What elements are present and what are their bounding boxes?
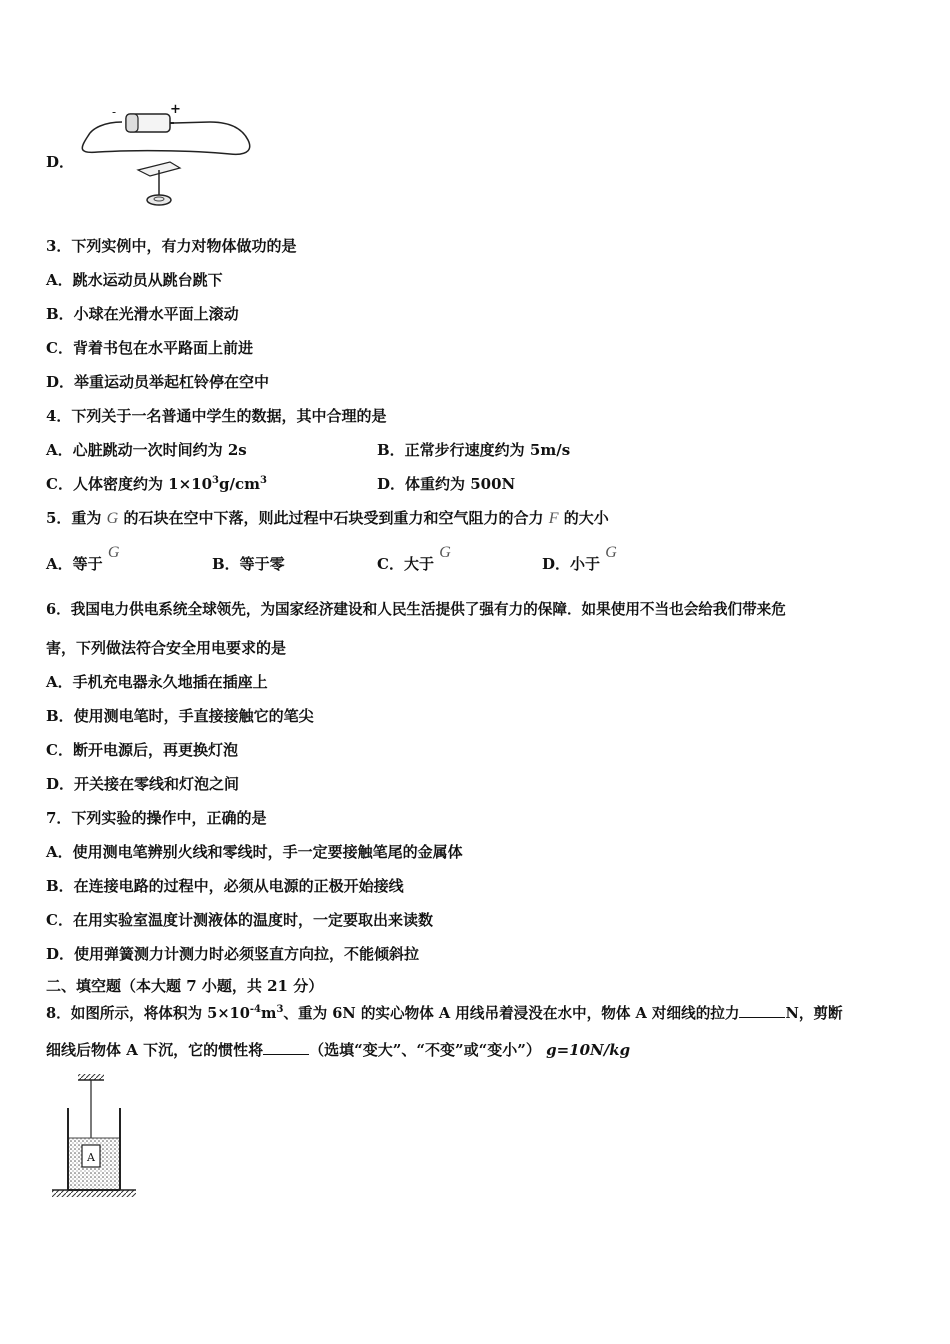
battery-plus-sign: +	[170, 102, 181, 117]
q7-option-b: B．在连接电路的过程中，必须从电源的正极开始接线	[46, 877, 404, 895]
beaker-figure	[46, 1068, 156, 1208]
q5-option-c: C．大于 G	[377, 544, 451, 573]
q6-stem-line1: 6．我国电力供电系统全球领先，为国家经济建设和人民生活提供了强有力的保障．如果使用不当也会给我们带来危	[46, 601, 786, 618]
q3-option-c: C．背着书包在水平路面上前进	[46, 339, 253, 357]
q4-option-c: C．人体密度约为 $1\times 10^3g/cm^3$	[46, 475, 267, 493]
q7-option-c: C．在用实验室温度计测液体的温度时，一定要取出来读数	[46, 911, 433, 929]
q5-option-d: D．小于 G	[542, 544, 617, 573]
q8-line2: 细线后物体 A 下沉，它的惯性将 （选填“变大”、“不变”或“变小”） g=10N/kg	[46, 1041, 631, 1059]
q4-option-a: A．心脏跳动一次时间约为 2s	[46, 441, 247, 459]
object-a-label: A	[87, 1151, 95, 1164]
q4-stem: 4．下列关于一名普通中学生的数据，其中合理的是	[46, 407, 387, 425]
battery-minus-sign: -	[112, 105, 117, 119]
q7-option-a: A．使用测电笔辨别火线和零线时，手一定要接触笔尾的金属体	[46, 843, 463, 861]
q4-option-b: B．正常步行速度约为 5m/s	[377, 441, 571, 459]
q5-option-b: B．等于零	[212, 555, 285, 573]
q8-blank-1[interactable]	[739, 1003, 785, 1018]
q6-option-d: D．开关接在零线和灯泡之间	[46, 775, 240, 793]
q3-option-a: A．跳水运动员从跳台跳下	[46, 271, 223, 289]
figure-d-label: D．	[46, 153, 75, 171]
q8-line1: 8．如图所示，将体积为 $5\times 10^{-4}m^3$、重为 6N 的实心物体 A 用线吊着浸没在水中，物体 A 对细线的拉力 N，剪断	[46, 1004, 843, 1022]
q6-option-a: A．手机充电器永久地插在插座上	[46, 673, 268, 691]
q3-stem: 3．下列实例中，有力对物体做功的是	[46, 237, 297, 255]
q3-option-d: D．举重运动员举起杠铃停在空中	[46, 373, 270, 391]
q7-stem: 7．下列实验的操作中，正确的是	[46, 809, 267, 827]
q8-blank-2[interactable]	[263, 1040, 309, 1055]
q6-option-b: B．使用测电笔时，手直接接触它的笔尖	[46, 707, 314, 725]
q7-option-d: D．使用弹簧测力计测力时必须竖直方向拉，不能倾斜拉	[46, 945, 420, 963]
q5-option-a: A．等于 G	[46, 544, 120, 573]
q6-option-c: C．断开电源后，再更换灯泡	[46, 741, 238, 759]
q3-option-b: B．小球在光滑水平面上滚动	[46, 305, 239, 323]
q5-stem: 5．重为 G 的石块在空中下落，则此过程中石块受到重力和空气阻力的合力 F 的大小	[46, 509, 609, 527]
q6-stem-line2: 害，下列做法符合安全用电要求的是	[46, 639, 287, 657]
section-2-heading: 二、填空题（本大题 7 小题，共 21 分）	[46, 977, 324, 995]
q4-option-d: D．体重约为 500N	[377, 475, 516, 493]
